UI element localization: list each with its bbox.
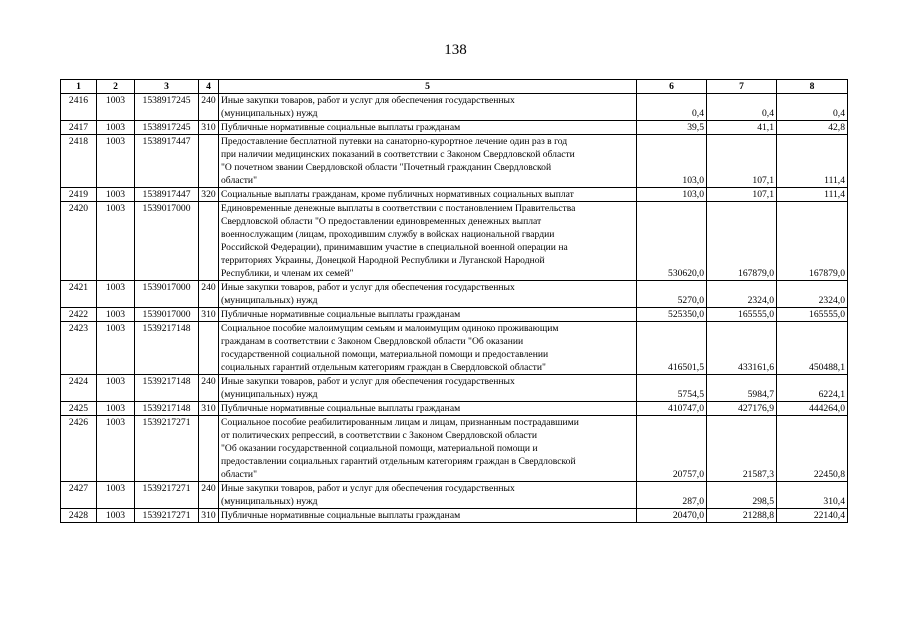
amount-8-cell: 444264,0	[777, 402, 848, 416]
target-code-cell: 1539217148	[135, 322, 199, 375]
amount-7-cell: 21587,3	[707, 416, 777, 482]
description-cell	[219, 482, 637, 509]
section-code-cell: 1003	[97, 121, 135, 135]
target-code-cell: 1538917447	[135, 135, 199, 188]
amount-6-cell: 0,4	[637, 94, 707, 121]
description-cell	[219, 402, 637, 416]
description-cell	[219, 94, 637, 121]
amount-6-cell: 5270,0	[637, 281, 707, 308]
amount-8-cell: 111,4	[777, 135, 848, 188]
amount-8-cell: 167879,0	[777, 202, 848, 281]
description-line: Публичные нормативные социальные выплаты гражданам	[221, 122, 461, 133]
section-code-cell: 1003	[97, 135, 135, 188]
amount-7-cell: 427176,9	[707, 402, 777, 416]
amount-8-cell: 42,8	[777, 121, 848, 135]
section-code-cell: 1003	[97, 322, 135, 375]
section-code-cell: 1003	[97, 188, 135, 202]
description-cell	[219, 416, 637, 482]
expense-kind-cell: 310	[199, 509, 219, 523]
description-line: Социальное пособие малоимущим семьям и малоимущим одиноко проживающим	[221, 323, 559, 334]
expense-kind-cell	[199, 416, 219, 482]
row-number-cell: 2417	[61, 121, 97, 135]
table-row	[61, 416, 848, 482]
description-cell	[219, 509, 637, 523]
amount-6-cell: 416501,5	[637, 322, 707, 375]
col-header-expense-kind: 4	[199, 80, 219, 94]
amount-8-cell: 165555,0	[777, 308, 848, 322]
expense-kind-cell: 240	[199, 94, 219, 121]
description-line: Иные закупки товаров, работ и услуг для обеспечения государственных	[221, 483, 515, 494]
description-line: области"	[221, 175, 257, 186]
description-cell	[219, 188, 637, 202]
description-line: государственной социальной помощи, материальной помощи и предоставлении	[221, 349, 549, 360]
section-code-cell: 1003	[97, 509, 135, 523]
description-cell	[219, 135, 637, 188]
amount-6-cell: 410747,0	[637, 402, 707, 416]
amount-7-cell: 433161,6	[707, 322, 777, 375]
row-number-cell: 2424	[61, 375, 97, 402]
row-number-cell: 2428	[61, 509, 97, 523]
row-number-cell: 2418	[61, 135, 97, 188]
description-line: Публичные нормативные социальные выплаты гражданам	[221, 403, 461, 414]
table-row	[61, 322, 848, 375]
description-line: Свердловской области "О предоставлении единовременных денежных выплат	[221, 216, 542, 227]
table-row	[61, 482, 848, 509]
description-line: Публичные нормативные социальные выплаты гражданам	[221, 309, 461, 320]
description-cell	[219, 202, 637, 281]
table-row	[61, 135, 848, 188]
amount-6-cell: 5754,5	[637, 375, 707, 402]
description-line: Иные закупки товаров, работ и услуг для обеспечения государственных	[221, 376, 515, 387]
description-line: гражданам в соответствии с Законом Свердловской области "Об оказании	[221, 336, 524, 347]
amount-6-cell: 39,5	[637, 121, 707, 135]
target-code-cell: 1538917447	[135, 188, 199, 202]
expense-kind-cell: 240	[199, 482, 219, 509]
description-line: предоставлении социальных гарантий отдельным категориям граждан в Свердловской	[221, 456, 576, 467]
description-cell	[219, 375, 637, 402]
table-row	[61, 402, 848, 416]
table-row	[61, 202, 848, 281]
description-cell	[219, 322, 637, 375]
expense-kind-cell: 320	[199, 188, 219, 202]
description-line: от политических репрессий, в соответствии с Законом Свердловской области	[221, 430, 537, 441]
description-line: Республики, и членам их семей"	[221, 268, 354, 279]
description-line: "Об оказании государственной социальной помощи, материальной помощи и	[221, 443, 538, 454]
description-line: Единовременные денежные выплаты в соответствии с постановлением Правительства	[221, 203, 576, 214]
description-cell	[219, 281, 637, 308]
table-header-row	[61, 80, 848, 94]
target-code-cell: 1539017000	[135, 308, 199, 322]
table-row	[61, 188, 848, 202]
table-row	[61, 375, 848, 402]
amount-8-cell: 22140,4	[777, 509, 848, 523]
description-line: (муниципальных) нужд	[221, 108, 318, 119]
amount-8-cell: 310,4	[777, 482, 848, 509]
target-code-cell: 1539217271	[135, 482, 199, 509]
amount-8-cell: 2324,0	[777, 281, 848, 308]
expense-kind-cell	[199, 135, 219, 188]
amount-6-cell: 20470,0	[637, 509, 707, 523]
page-number: 138	[444, 42, 467, 58]
amount-7-cell: 298,5	[707, 482, 777, 509]
amount-8-cell: 6224,1	[777, 375, 848, 402]
table-row	[61, 94, 848, 121]
expense-kind-cell: 240	[199, 281, 219, 308]
expense-kind-cell: 310	[199, 308, 219, 322]
expense-kind-cell	[199, 322, 219, 375]
description-line: Социальное пособие реабилитированным лицам и лицам, признанным пострадавшими	[221, 417, 579, 428]
amount-6-cell: 287,0	[637, 482, 707, 509]
description-cell	[219, 308, 637, 322]
amount-7-cell: 21288,8	[707, 509, 777, 523]
row-number-cell: 2426	[61, 416, 97, 482]
row-number-cell: 2427	[61, 482, 97, 509]
amount-8-cell: 111,4	[777, 188, 848, 202]
description-line: области"	[221, 469, 257, 480]
amount-6-cell: 20757,0	[637, 416, 707, 482]
row-number-cell: 2422	[61, 308, 97, 322]
description-line: при наличии медицинских показаний в соответствии с Законом Свердловской области	[221, 149, 575, 160]
target-code-cell: 1538917245	[135, 94, 199, 121]
col-header-row-number: 1	[61, 80, 97, 94]
amount-7-cell: 167879,0	[707, 202, 777, 281]
amount-7-cell: 2324,0	[707, 281, 777, 308]
expense-kind-cell: 240	[199, 375, 219, 402]
expense-kind-cell: 310	[199, 121, 219, 135]
section-code-cell: 1003	[97, 202, 135, 281]
row-number-cell: 2416	[61, 94, 97, 121]
description-line: Предоставление бесплатной путевки на санаторно-курортное лечение один раз в год	[221, 136, 568, 147]
row-number-cell: 2419	[61, 188, 97, 202]
row-number-cell: 2420	[61, 202, 97, 281]
budget-table	[60, 79, 848, 523]
col-header-section: 2	[97, 80, 135, 94]
row-number-cell: 2423	[61, 322, 97, 375]
amount-7-cell: 5984,7	[707, 375, 777, 402]
col-header-target-code: 3	[135, 80, 199, 94]
description-line: территориях Украины, Донецкой Народной Республики и Луганской Народной	[221, 255, 545, 266]
target-code-cell: 1539217271	[135, 509, 199, 523]
target-code-cell: 1539017000	[135, 281, 199, 308]
row-number-cell: 2425	[61, 402, 97, 416]
table-row	[61, 121, 848, 135]
amount-7-cell: 0,4	[707, 94, 777, 121]
table-body	[61, 94, 848, 523]
description-line: военнослужащим (лицам, проходившим службу в войсках национальной гвардии	[221, 229, 555, 240]
col-header-description: 5	[219, 80, 637, 94]
amount-8-cell: 22450,8	[777, 416, 848, 482]
expense-kind-cell: 310	[199, 402, 219, 416]
target-code-cell: 1538917245	[135, 121, 199, 135]
col-header-amount-7: 7	[707, 80, 777, 94]
description-line: Иные закупки товаров, работ и услуг для обеспечения государственных	[221, 282, 515, 293]
target-code-cell: 1539217271	[135, 416, 199, 482]
target-code-cell: 1539217148	[135, 375, 199, 402]
section-code-cell: 1003	[97, 308, 135, 322]
row-number-cell: 2421	[61, 281, 97, 308]
amount-6-cell: 103,0	[637, 188, 707, 202]
table-row	[61, 308, 848, 322]
col-header-amount-6: 6	[637, 80, 707, 94]
amount-8-cell: 0,4	[777, 94, 848, 121]
description-line: Иные закупки товаров, работ и услуг для обеспечения государственных	[221, 95, 515, 106]
description-line: (муниципальных) нужд	[221, 389, 318, 400]
description-line: "О почетном звании Свердловской области "Почетный гражданин Свердловской	[221, 162, 552, 173]
description-cell	[219, 121, 637, 135]
description-line: социальных гарантий отдельным категориям граждан в Свердловской области"	[221, 362, 546, 373]
section-code-cell: 1003	[97, 375, 135, 402]
description-line: Социальные выплаты гражданам, кроме публичных нормативных социальных выплат	[221, 189, 574, 200]
target-code-cell: 1539017000	[135, 202, 199, 281]
section-code-cell: 1003	[97, 281, 135, 308]
amount-7-cell: 165555,0	[707, 308, 777, 322]
table-row	[61, 281, 848, 308]
expense-kind-cell	[199, 202, 219, 281]
description-line: (муниципальных) нужд	[221, 295, 318, 306]
amount-7-cell: 107,1	[707, 188, 777, 202]
amount-6-cell: 530620,0	[637, 202, 707, 281]
description-line: Российской Федерации), принимавшим участие в специальной военной операции на	[221, 242, 568, 253]
target-code-cell: 1539217148	[135, 402, 199, 416]
amount-7-cell: 107,1	[707, 135, 777, 188]
amount-6-cell: 103,0	[637, 135, 707, 188]
table-row	[61, 509, 848, 523]
col-header-amount-8: 8	[777, 80, 848, 94]
amount-8-cell: 450488,1	[777, 322, 848, 375]
amount-6-cell: 525350,0	[637, 308, 707, 322]
section-code-cell: 1003	[97, 416, 135, 482]
description-line: (муниципальных) нужд	[221, 496, 318, 507]
section-code-cell: 1003	[97, 482, 135, 509]
section-code-cell: 1003	[97, 402, 135, 416]
description-line: Публичные нормативные социальные выплаты гражданам	[221, 510, 461, 521]
amount-7-cell: 41,1	[707, 121, 777, 135]
section-code-cell: 1003	[97, 94, 135, 121]
